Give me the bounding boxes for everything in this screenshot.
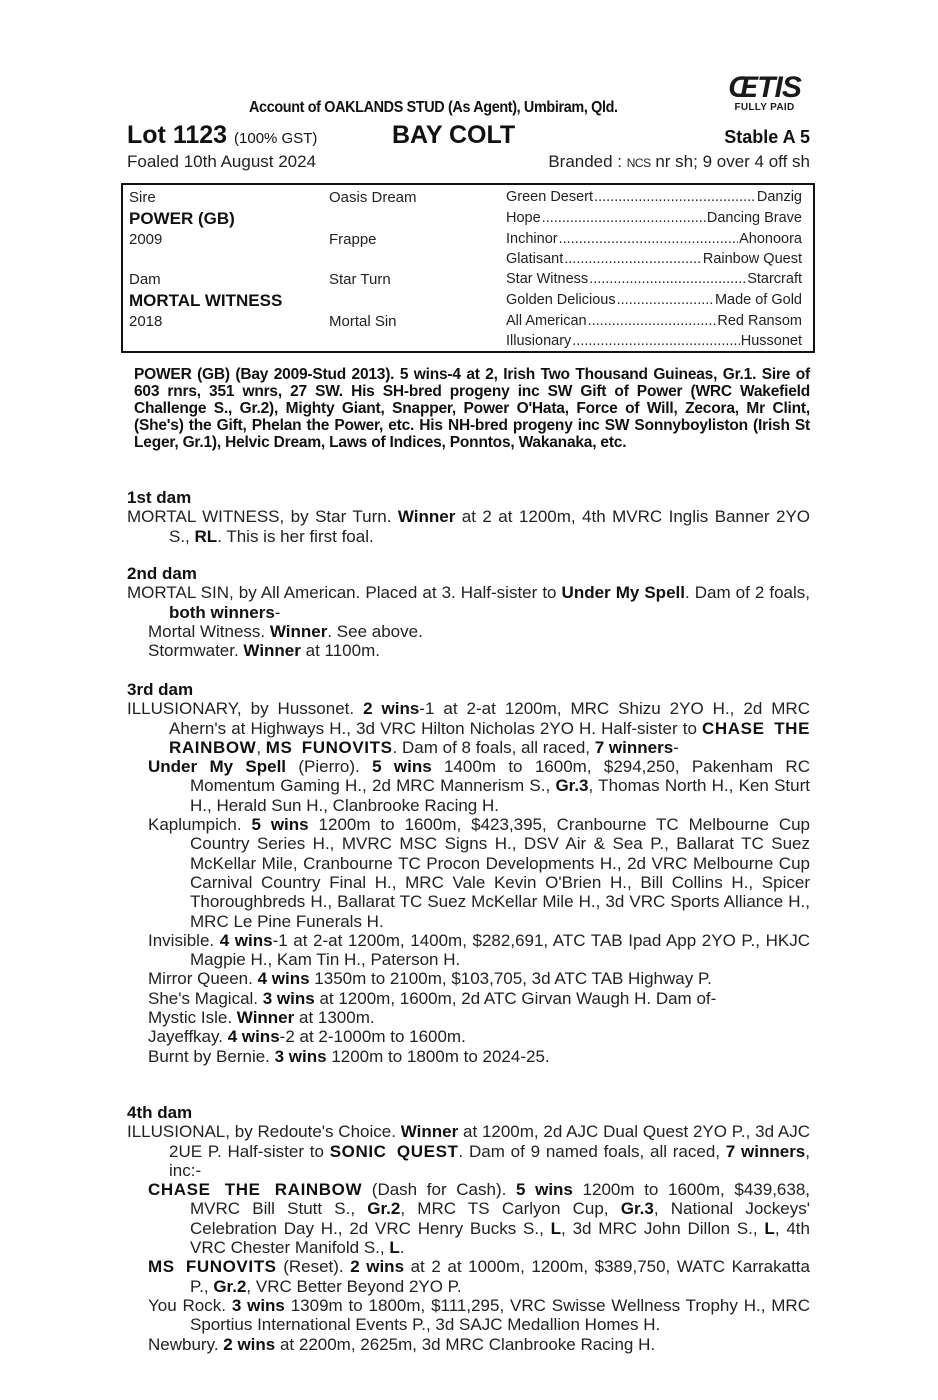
dam-record <box>127 699 810 757</box>
bold-text: 4 wins <box>227 1027 280 1047</box>
branded-prefix: Branded : <box>548 152 627 171</box>
lot-header <box>127 121 810 151</box>
foaled-date: Foaled 10th August 2024 <box>127 152 317 171</box>
lot-number <box>127 121 317 150</box>
bold-text: 4 wins <box>257 969 310 989</box>
dam-sire: Star Turn <box>329 271 391 288</box>
bold-text: Gr.3 <box>620 1199 654 1219</box>
dam-section-1 <box>127 488 810 546</box>
bold-text: MS FUNOVITS <box>148 1257 277 1277</box>
dam-section-3 <box>127 680 810 1066</box>
text: , National Jockeys' Celebration Day H., 2d VRC Henry Bucks S., <box>190 1199 810 1238</box>
bold-text: 4 wins <box>219 930 273 950</box>
ancestor-sire: Ahonoora <box>739 231 802 247</box>
ancestor: Glatisant <box>506 251 564 267</box>
text: , 3d MRC John Dillon S., <box>561 1218 765 1238</box>
sire-year: 2009 <box>129 231 163 248</box>
dam-record <box>127 1122 810 1180</box>
text: ILLUSIONAL, by Redoute's Choice. <box>127 1122 401 1142</box>
pedigree-line <box>506 333 802 349</box>
text: Stormwater. <box>148 641 244 661</box>
progeny-record <box>127 1257 810 1296</box>
leader-dots <box>617 292 714 308</box>
dam-section-4 <box>127 1103 810 1354</box>
section-heading: 2nd dam <box>127 564 197 583</box>
bold-text: L <box>550 1218 562 1238</box>
otis-logo <box>722 71 807 114</box>
text: at 2 at 1200m, 4th MVRC Inglis Banner 2YO S., <box>169 507 811 546</box>
progeny-record <box>127 989 810 1008</box>
bold-text: CHASE THE RAINBOW <box>169 718 811 757</box>
leader-dots <box>572 333 739 349</box>
progeny-record <box>127 1008 810 1027</box>
section-heading: 4th dam <box>127 1103 193 1122</box>
bold-text: 3 wins <box>231 1295 285 1315</box>
bold-text: SONIC QUEST <box>329 1141 459 1161</box>
dam-label: Dam <box>129 271 161 288</box>
text: 1200m to 1800m to 2024-25. <box>326 1046 550 1066</box>
section-heading: 1st dam <box>127 488 192 507</box>
text: - <box>274 602 281 622</box>
stable-location: Stable A 5 <box>724 127 810 147</box>
text: (Pierro). <box>286 757 373 777</box>
ancestor-sire: Red Ransom <box>717 313 802 329</box>
text: at 1300m. <box>294 1008 375 1028</box>
bold-text: Under My Spell <box>148 757 287 777</box>
bold-text: Under My Spell <box>561 583 685 603</box>
text: MORTAL WITNESS, by Star Turn. <box>127 507 398 527</box>
text: Mystic Isle. <box>148 1008 237 1028</box>
progeny-record <box>127 1047 810 1066</box>
lot-label: Lot 1123 <box>127 121 228 149</box>
text: at 1100m. <box>300 641 380 661</box>
dam-entries <box>127 507 810 546</box>
pedigree-line <box>506 251 802 267</box>
text: at 2 at 1000m, 1200m, $389,750, WATC Karrakatta P., <box>190 1257 810 1296</box>
brand-mark: NCS <box>626 156 651 170</box>
ancestor: Star Witness <box>506 271 589 287</box>
text: 1200m to 1600m, $439,638, MVRC Bill Stutt S., <box>190 1180 811 1219</box>
sire-dam: Frappe <box>329 231 377 248</box>
text: , MRC TS Carlyon Cup, <box>400 1199 621 1219</box>
pedigree-line <box>506 292 802 308</box>
text: -1 at 2-at 1200m, 1400m, $282,691, ATC TAB Ipad App 2YO P., HKJC Magpie H., Kam Tin H., Paterson H. <box>190 930 810 970</box>
dam-entries <box>127 583 810 660</box>
text: MORTAL SIN, by All American. Placed at 3. Half-sister to <box>127 583 562 603</box>
text: at 2200m, 2625m, 3d MRC Clanbrooke Racing H. <box>275 1334 656 1354</box>
text: (Reset). <box>276 1257 351 1277</box>
ancestor-sire: Starcraft <box>747 271 802 287</box>
ancestor-sire: Hussonet <box>740 333 802 349</box>
vendor-account: Account of OAKLANDS STUD (As Agent), Umbiram, Qld. <box>249 99 618 116</box>
progeny-record <box>127 815 810 931</box>
leader-dots <box>589 271 746 287</box>
ancestor-sire: Rainbow Quest <box>702 251 802 267</box>
text: 1350m to 2100m, $103,705, 3d ATC TAB Highway P. <box>309 969 712 989</box>
bold-text: 2 wins <box>223 1334 276 1354</box>
text: . Dam of 2 foals, <box>684 583 810 603</box>
text: , VRC Better Beyond 2YO P. <box>246 1276 462 1296</box>
progeny-record <box>127 1335 810 1354</box>
bold-text: MS FUNOVITS <box>265 737 393 757</box>
branded-suffix: nr sh; 9 over 4 off sh <box>650 152 810 171</box>
bold-text: 5 wins <box>516 1180 573 1200</box>
text: 1400m to 1600m, $294,250, Pakenham RC Momentum Gaming H., 2d MRC Mannerism S., <box>190 757 810 796</box>
bold-text: RL <box>194 526 218 546</box>
text: . This is her first foal. <box>217 526 374 546</box>
pedigree-line <box>506 231 802 247</box>
leader-dots <box>559 231 739 247</box>
progeny-record <box>127 757 810 815</box>
text: She's Magical. <box>148 988 263 1008</box>
text: 1200m to 1600m, $423,395, Cranbourne TC Melbourne Cup Country Series H., MVRC MSC Signs H., DSV Air & Sea P., Ballarat TC Suez McKellar Mile, Cranbourne TC Procon Developments H., 2d VRC Melbourne Cup Carnival Country Final H., MRC Vale Kevin O'Brien H., Bill Collins H., Spicer Thoroughbreds H., Ballarat TC Suez McKellar Mile H., 3d VRC Sports Alliance H., MRC Le Pine Funerals H. <box>190 815 811 931</box>
pedigree-line <box>506 313 802 329</box>
text: -1 at 2-at 1200m, MRC Shizu 2YO H., 2d MRC Ahern's at Highways H., 3d VRC Hilton Nicholas 2YO H. Half-sister to <box>169 699 810 738</box>
text: , <box>256 737 266 757</box>
sire-summary: POWER (GB) (Bay 2009-Stud 2013). 5 wins-4 at 2, Irish Two Thousand Guineas, Gr.1. Sire of 603 rnrs, 351 wnrs, 27 SW. His SH-bred progeny inc SW Gift of Power (WRC Wakefield Challenge S., Gr.2), Mighty Giant, Snapper, Power O'Hata, Force of Will, Zecora, Mr Clint, (She's) the Gift, Phelan the Power, etc. His NH-bred progeny inc SW Sonnyboyliston (Irish St Leger, Gr.1), Helvic Dream, Laws of Indices, Ponntos, Wakanaka, etc. <box>134 366 810 451</box>
bold-text: L <box>389 1238 400 1258</box>
fully-paid-label: FULLY PAID <box>734 102 795 113</box>
bold-text: 3 wins <box>274 1046 327 1066</box>
dam-record <box>127 583 810 622</box>
progeny-record <box>127 931 810 970</box>
bold-text: 7 winners <box>594 737 674 757</box>
sire-sire: Oasis Dream <box>329 189 417 206</box>
bold-text: 2 wins <box>350 1257 405 1277</box>
section-heading: 3rd dam <box>127 680 194 699</box>
bold-text: Winner <box>269 621 328 641</box>
text: , 4th VRC Chester Manifold S., <box>190 1218 810 1258</box>
text: Newbury. <box>148 1334 224 1354</box>
ancestor-sire: Dancing Brave <box>706 210 802 226</box>
bold-text: Winner <box>400 1122 459 1142</box>
text: -2 at 2-1000m to 1600m. <box>279 1027 466 1047</box>
sire-name: POWER (GB) <box>129 209 235 228</box>
dam-record <box>127 507 810 546</box>
text: . Dam of 9 named foals, all raced, <box>458 1141 726 1161</box>
text: ILLUSIONARY, by Hussonet. <box>127 699 364 719</box>
progeny-record <box>127 1296 810 1335</box>
bold-text: Gr.3 <box>555 776 589 796</box>
progeny-record <box>127 969 810 988</box>
text: at 1200m, 2d AJC Dual Quest 2YO P., 3d AJC 2UE P. Half-sister to <box>169 1122 810 1161</box>
text: at 1200m, 1600m, 2d ATC Girvan Waugh H. Dam of- <box>314 988 717 1008</box>
text: . Dam of 8 foals, all raced, <box>392 737 595 757</box>
branding <box>548 152 810 172</box>
leader-dots <box>564 251 702 267</box>
ancestor-sire: Made of Gold <box>714 292 802 308</box>
leader-dots <box>542 210 706 226</box>
progeny-record <box>127 641 810 660</box>
leader-dots <box>594 189 756 205</box>
text: (Dash for Cash). <box>362 1180 516 1200</box>
dam-section-2 <box>127 564 810 660</box>
dam-entries <box>127 1122 810 1354</box>
text: Mirror Queen. <box>148 969 258 989</box>
dam-entries <box>127 699 810 1066</box>
text: , inc:- <box>169 1141 810 1180</box>
progeny-record <box>127 622 810 641</box>
bold-text: 5 wins <box>251 815 309 835</box>
horse-description: BAY COLT <box>392 121 516 149</box>
dam-dam: Mortal Sin <box>329 313 397 330</box>
pedigree-line <box>506 189 802 205</box>
text: - <box>673 737 679 757</box>
ancestor: Green Desert <box>506 189 594 205</box>
text: Jayeffkay. <box>148 1027 228 1047</box>
dam-year: 2018 <box>129 313 163 330</box>
pedigree-line <box>506 271 802 287</box>
bold-text: Gr.2 <box>213 1276 247 1296</box>
text: . <box>399 1238 405 1258</box>
bold-text: Winner <box>236 1008 295 1028</box>
text: Mortal Witness. <box>148 621 270 641</box>
text: You Rock. <box>148 1295 232 1315</box>
ancestor: Inchinor <box>506 231 558 247</box>
bold-text: 3 wins <box>262 988 315 1008</box>
bold-text: Winner <box>243 641 301 661</box>
dam-name: MORTAL WITNESS <box>129 291 283 310</box>
text: . See above. <box>327 621 423 641</box>
text: 1309m to 1800m, $111,295, VRC Swisse Wellness Trophy H., MRC Sportius International Events P., 3d SAJC Medallion Homes H. <box>190 1295 810 1335</box>
ancestor: All American <box>506 313 587 329</box>
progeny-record <box>127 1180 810 1257</box>
ancestor: Golden Delicious <box>506 292 616 308</box>
pedigree-line <box>506 210 802 226</box>
text: Kaplumpich. <box>148 815 252 835</box>
text: , Thomas North H., Ken Sturt H., Herald Sun H., Clanbrooke Racing H. <box>190 776 810 815</box>
bold-text: both winners <box>169 602 275 622</box>
gst-note: (100% GST) <box>234 130 318 147</box>
bold-text: L <box>764 1218 775 1238</box>
progeny-record <box>127 1027 810 1046</box>
ancestor: Hope <box>506 210 541 226</box>
bold-text: CHASE THE RAINBOW <box>148 1180 363 1200</box>
ancestor: Illusionary <box>506 333 572 349</box>
pedigree-table <box>121 183 815 353</box>
bold-text: Winner <box>397 507 456 527</box>
ancestor-sire: Danzig <box>756 189 802 205</box>
bold-text: 2 wins <box>363 699 420 719</box>
text: Burnt by Bernie. <box>148 1046 275 1066</box>
bold-text: Gr.2 <box>367 1199 401 1219</box>
bold-text: 7 winners <box>725 1141 806 1161</box>
bold-text: 5 wins <box>372 757 432 777</box>
text: Invisible. <box>148 930 220 950</box>
sire-label: Sire <box>129 189 156 206</box>
leader-dots <box>588 313 717 329</box>
otis-logo-mark: ŒTIS <box>728 71 801 104</box>
